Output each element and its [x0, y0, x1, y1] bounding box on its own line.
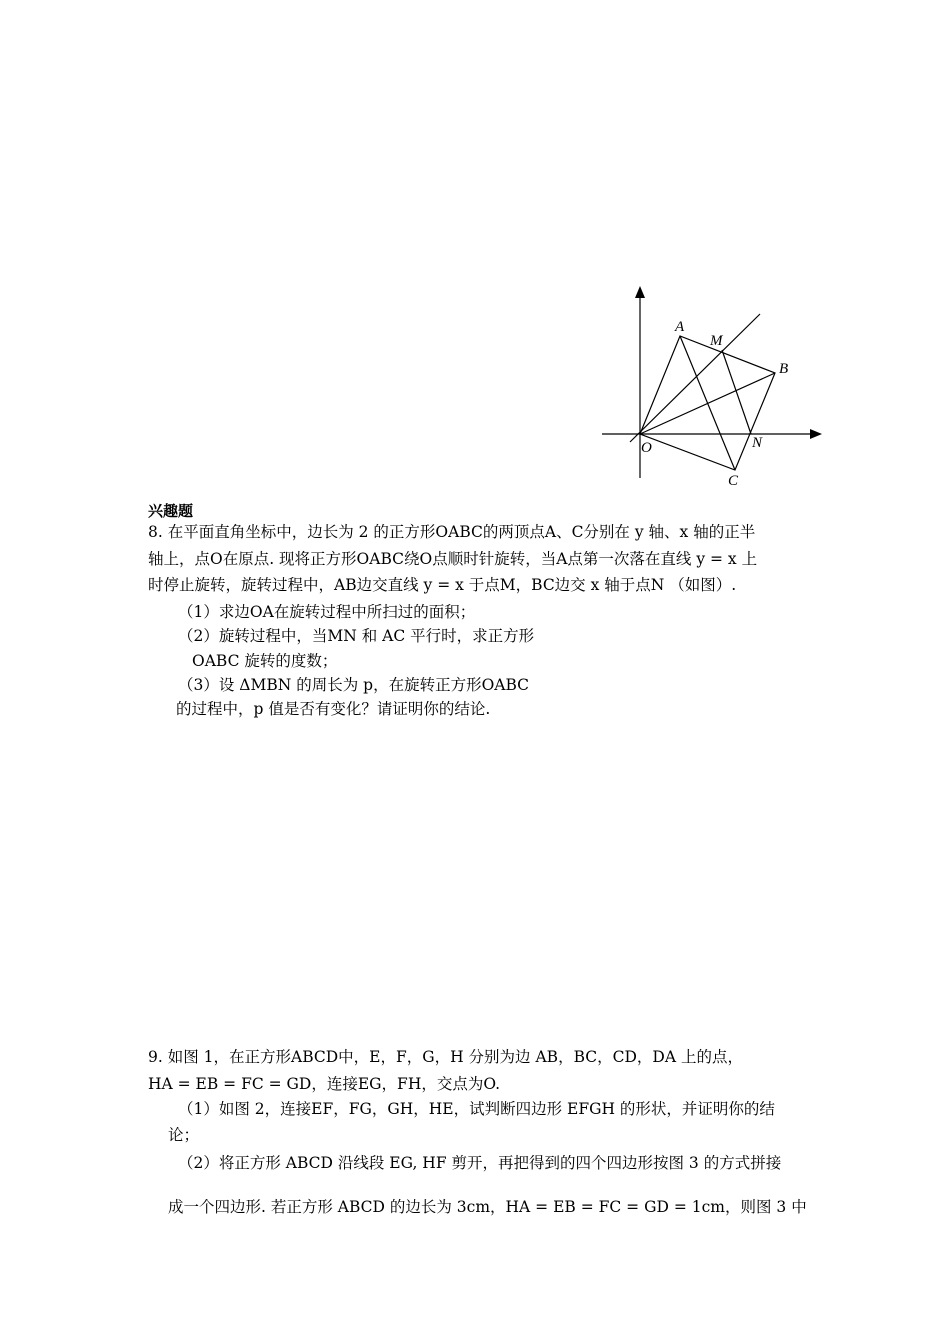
label-a: A — [675, 319, 685, 335]
p9-question2b: 成一个四边形. 若正方形 ABCD 的边长为 3cm，HA = EB = FC = GD = 1cm，则图 3 中 — [168, 1198, 807, 1216]
p9-question1a: （1）如图 2，连接EF，FG，GH，HE，试判断四边形 EFGH 的形状，并证明你的结 — [178, 1100, 775, 1118]
p8-line3: 时停止旋转，旋转过程中，AB边交直线 y = x 于点M，BC边交 x 轴于点N （如图）. — [148, 576, 737, 594]
p8-line1: 8. 在平面直角坐标中，边长为 2 的正方形OABC的两顶点A、C分别在 y 轴、x 轴的正半 — [148, 523, 756, 541]
p9-line2: HA = EB = FC = GD，连接EG，FH，交点为O. — [148, 1075, 501, 1093]
p8-question2a: （2）旋转过程中，当MN 和 AC 平行时，求正方形 — [178, 627, 535, 645]
line-y-equals-x — [630, 314, 760, 442]
p8-question2b: OABC 旋转的度数； — [192, 652, 338, 670]
x-axis-arrow — [810, 429, 822, 439]
p9-line1: 9. 如图 1，在正方形ABCD中，E，F，G，H 分别为边 AB，BC，CD，DA 上的点， — [148, 1048, 743, 1066]
p8-question1: （1）求边OA在旋转过程中所扫过的面积； — [178, 603, 476, 621]
p9-question2a: （2）将正方形 ABCD 沿线段 EG, HF 剪开，再把得到的四个四边形按图 3 的方式拼接 — [178, 1154, 782, 1172]
segment-ac — [680, 336, 735, 470]
p8-question3b: 的过程中，p 值是否有变化？请证明你的结论. — [176, 700, 491, 718]
label-n: N — [752, 435, 763, 451]
label-c: C — [728, 473, 739, 489]
rotated-square-figure — [596, 280, 828, 490]
p8-question3a: （3）设 ΔMBN 的周长为 p，在旋转正方形OABC — [178, 676, 530, 694]
label-b: B — [779, 361, 789, 377]
label-m: M — [710, 333, 723, 349]
p8-line2: 轴上，点O在原点. 现将正方形OABC绕O点顺时针旋转，当A点第一次落在直线 y = x 上 — [148, 550, 758, 568]
y-axis-arrow — [635, 286, 645, 298]
label-o: O — [641, 440, 652, 456]
p9-question1b: 论； — [168, 1126, 200, 1144]
section-heading: 兴趣题 — [148, 502, 194, 520]
